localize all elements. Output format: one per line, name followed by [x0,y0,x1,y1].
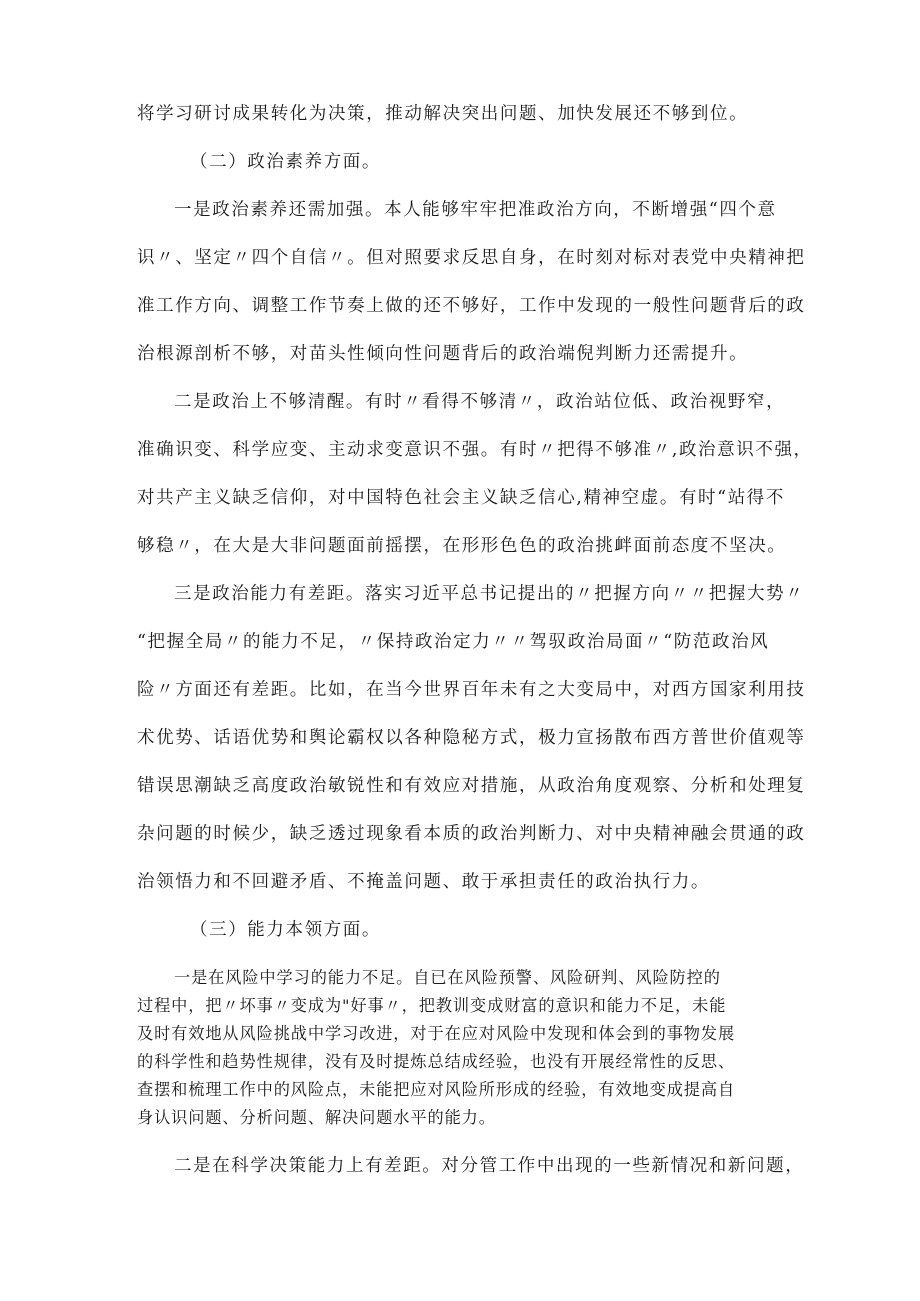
body-text-line: 的科学性和趋势性规律，没有及时提炼总结成经验，也没有开展经常性的反思、 [137,1052,736,1071]
body-text-line: 杂问题的时候少，缺乏透过现象看本质的政治判断力、对中央精神融会贯通的政 [137,824,806,844]
body-text-line: 识〃、坚定〃四个自信〃。但对照要求反思自身，在时刻对标对表党中央精神把 [137,248,806,268]
body-text-line: 险〃方面还有差距。比如，在当今世界百年未有之大变局中，对西方国家利用技 [137,680,806,700]
body-text-line: 及时有效地从风险挑战中学习改进，对于在应对风险中发现和体会到的事物发展 [137,1024,736,1043]
body-text-line: 二是政治上不够清醒。有时〃看得不够清〃，政治站位低、政治视野窄， [174,392,786,412]
body-text-line: 错误思潮缺乏高度政治敏锐性和有效应对措施，从政治角度观察、分析和处理复 [137,776,806,796]
body-text-line: 治根源剖析不够，对苗头性倾向性问题背后的政治端倪判断力还需提升。 [137,344,749,364]
body-text-line: 对共产主义缺乏信仰，对中国特色社会主义缺乏信心,精神空虚。有时“站得不 [137,488,786,508]
body-text-line: 准确识变、科学应变、主动求变意识不强。有时〃把得不够准〃,政治意识不强， [137,440,813,460]
body-text-line: 将学习研讨成果转化为决策，推动解决突出问题、加快发展还不够到位。 [137,104,749,124]
body-text-line: 二是在科学决策能力上有差距。对分管工作中出现的一些新情况和新问题， [174,1156,805,1176]
body-text-line: 过程中，把〃坏事〃变成为"好事〃，把教训变成财富的意识和能力不足，未能 [137,996,727,1015]
body-text-line: 准工作方向、调整工作节奏上做的还不够好，工作中发现的一般性问题背后的政 [137,296,806,316]
section-heading: （二）政治素养方面。 [190,152,381,172]
body-text-line: “把握全局〃的能力不足，〃保持政治定力〃〃驾驭政治局面〃“防范政治风 [137,632,770,652]
body-text-line: 查摆和梳理工作中的风险点，未能把应对风险所形成的经验，有效地变成提高自 [137,1080,736,1099]
section-heading: （三）能力本领方面。 [190,920,381,940]
body-text-line: 三是政治能力有差距。落实习近平总书记提出的〃把握方向〃〃把握大势〃 [174,584,805,604]
body-text-line: 术优势、话语优势和舆论霸权以各种隐秘方式，极力宣扬散布西方普世价值观等 [137,728,806,748]
body-text-line: 身认识问题、分析问题、解决问题水平的能力。 [137,1108,496,1127]
body-text-line: 够稳〃，在大是大非问题面前摇摆，在形形色色的政治挑衅面前态度不坚决。 [137,536,787,556]
body-text-line: 一是在风险中学习的能力不足。自已在风险预警、风险研判、风险防控的 [174,968,721,987]
body-text-line: 一是政治素养还需加强。本人能够牢牢把准政治方向，不断增强“四个意 [174,200,777,220]
body-text-line: 治领悟力和不回避矛盾、不掩盖问题、敢于承担责任的政治执行力。 [137,872,710,892]
